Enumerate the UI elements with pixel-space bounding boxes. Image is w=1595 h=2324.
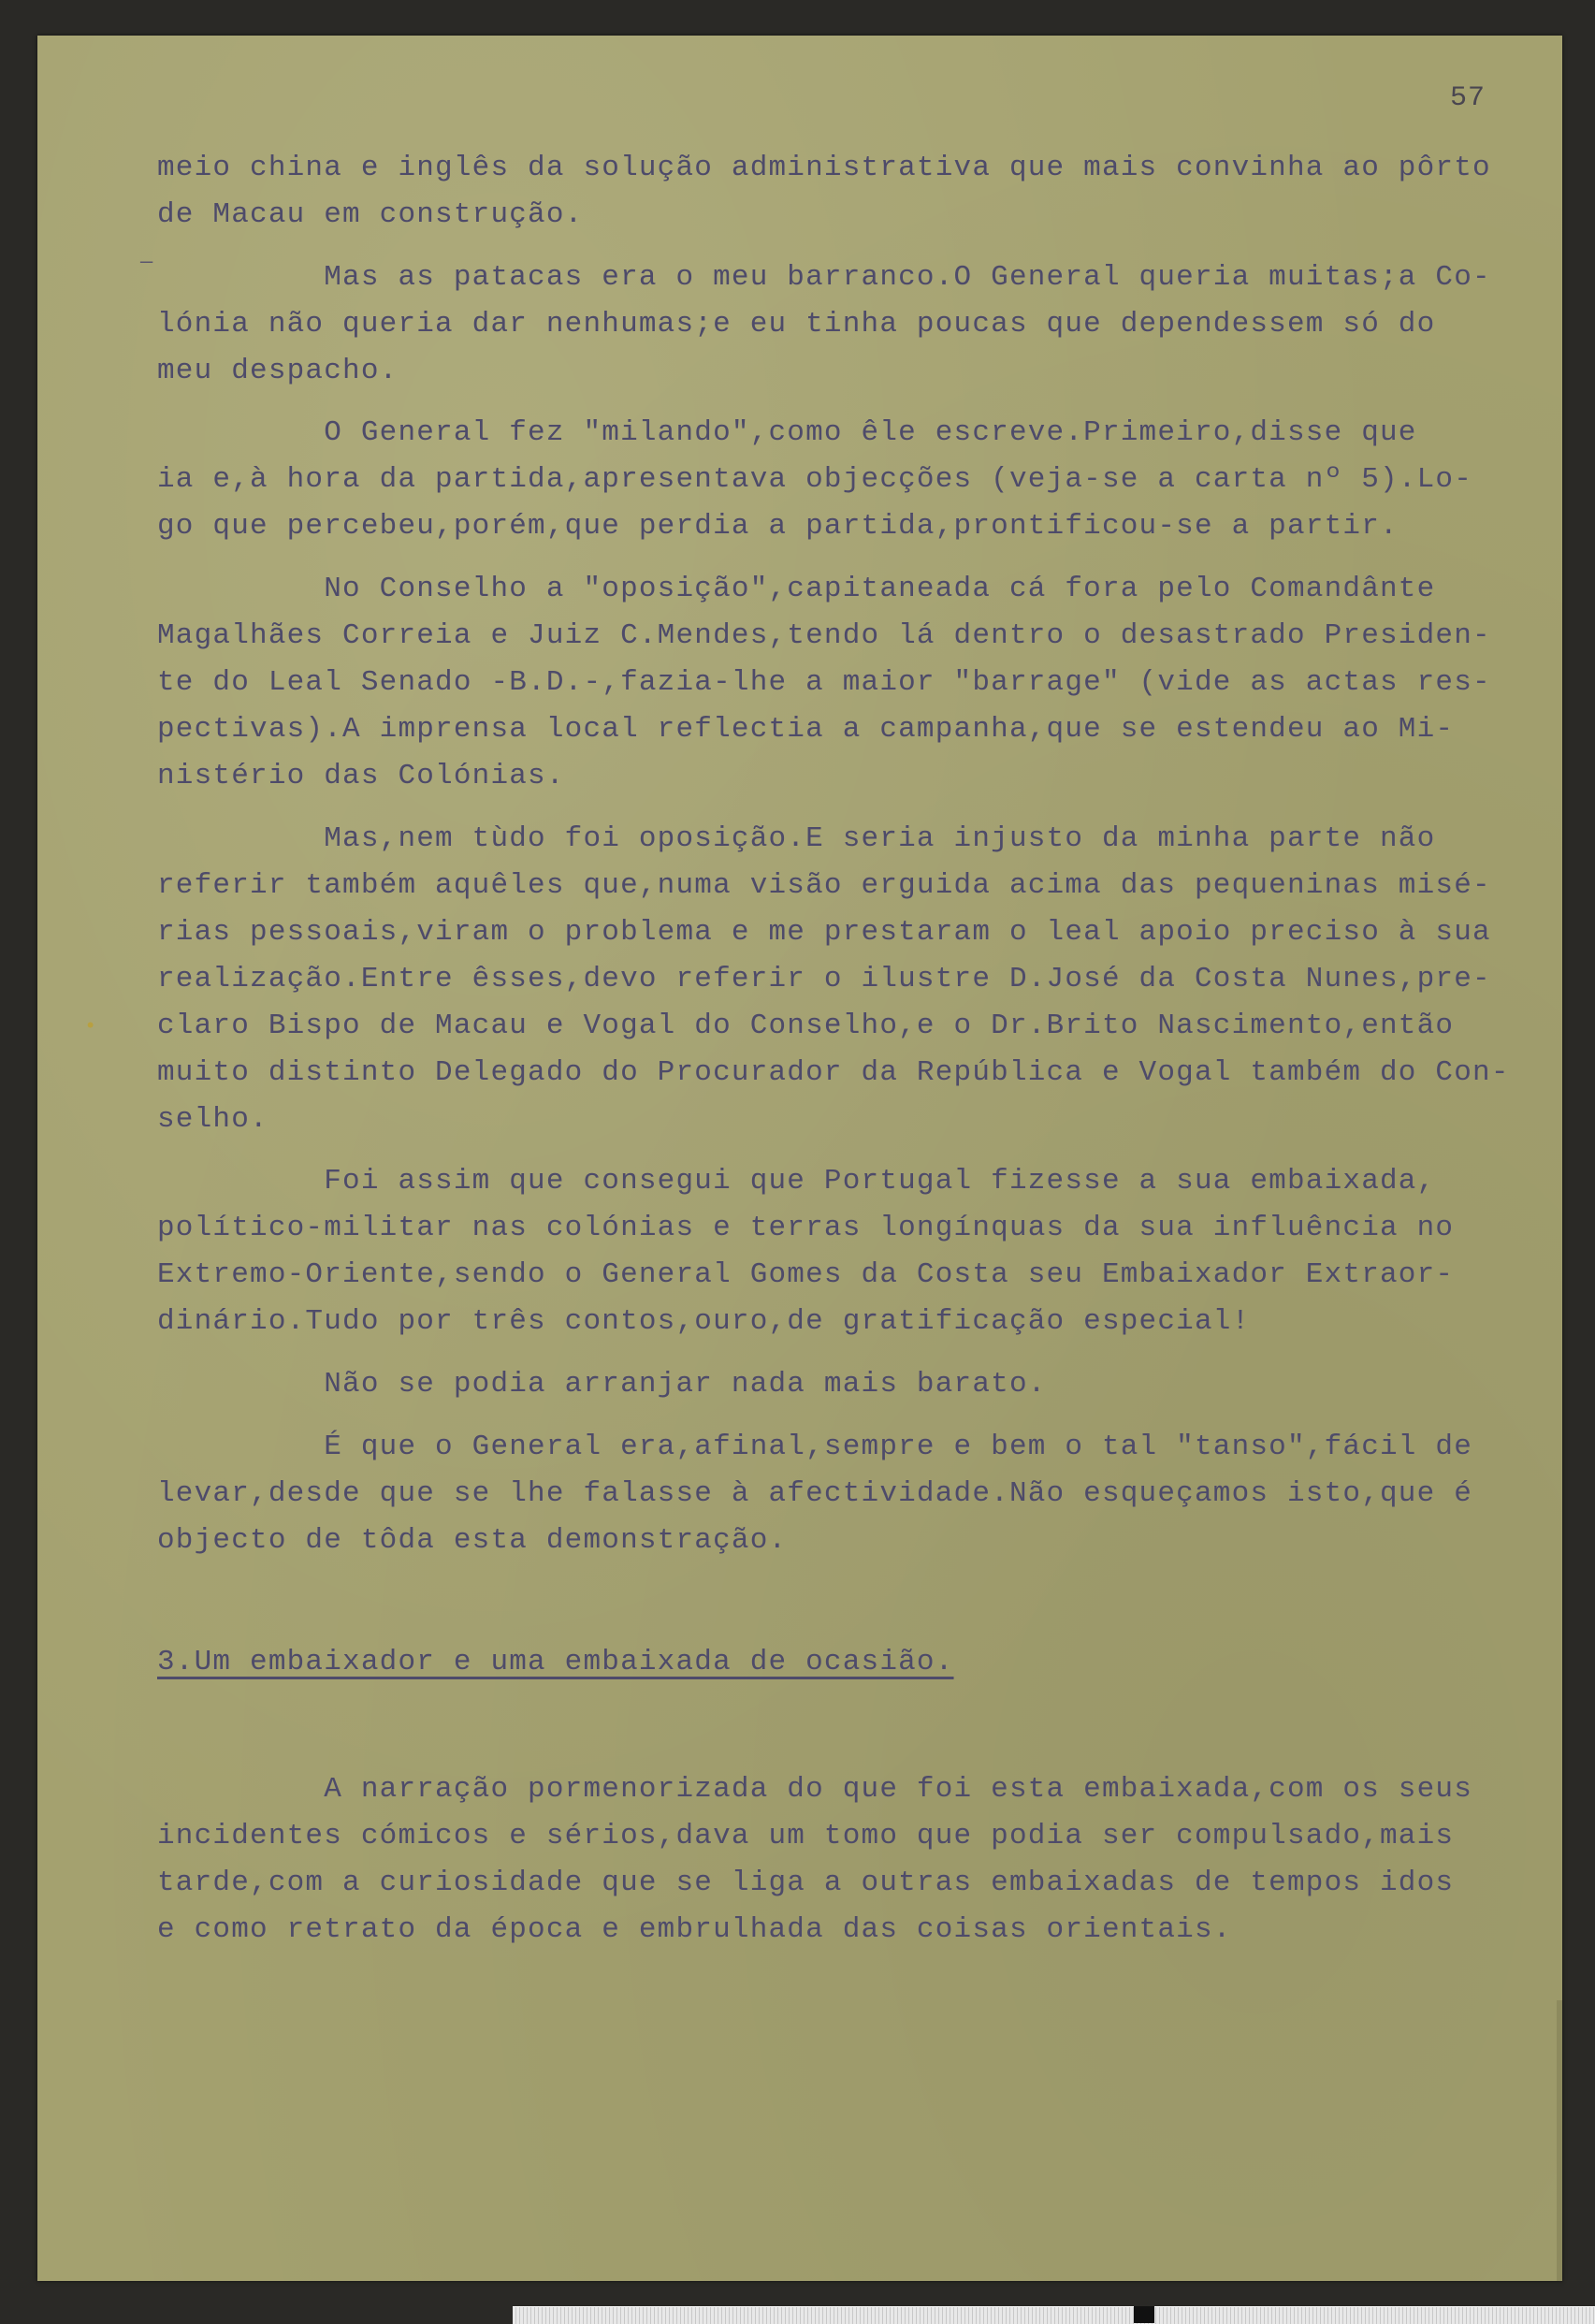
text-line: levar,desde que se lhe falasse à afectividade.Não esqueçamos isto,que é: [157, 1477, 1473, 1510]
text-line: pectivas).A imprensa local reflectia a campanha,que se estendeu ao Mi-: [157, 713, 1455, 746]
text-line: selho.: [157, 1103, 268, 1136]
margin-dot: •: [84, 1015, 97, 1039]
text-line: claro Bispo de Macau e Vogal do Conselho,e o Dr.Brito Nascimento,então: [157, 1009, 1455, 1042]
text-line: te do Leal Senado -B.D.-,fazia-lhe a maior "barrage" (vide as actas res-: [157, 666, 1491, 699]
text-line: incidentes cómicos e sérios,dava um tomo que podia ser compulsado,mais: [157, 1820, 1455, 1852]
text-line: Mas,nem tùdo foi oposição.E seria injusto da minha parte não: [157, 822, 1436, 855]
text-line: rias pessoais,viram o problema e me prestaram o leal apoio preciso à sua: [157, 916, 1491, 949]
text-line: meio china e inglês da solução administrativa que mais convinha ao pôrto: [157, 152, 1491, 184]
text-line: político-militar nas colónias e terras longínquas da sua influência no: [157, 1212, 1455, 1244]
text-line: objecto de tôda esta demonstração.: [157, 1524, 788, 1557]
text-line: ia e,à hora da partida,apresentava objecções (veja-se a carta nº 5).Lo-: [157, 463, 1473, 496]
text-line: Foi assim que consegui que Portugal fizesse a sua embaixada,: [157, 1165, 1436, 1198]
text-line: É que o General era,afinal,sempre e bem o tal "tanso",fácil de: [157, 1431, 1473, 1463]
page-fold-edge: [1557, 2000, 1562, 2281]
text-line: tarde,com a curiosidade que se liga a outras embaixadas de tempos idos: [157, 1866, 1455, 1899]
text-line: e como retrato da época e embrulhada das coisas orientais.: [157, 1913, 1232, 1946]
text-line: Magalhães Correia e Juiz C.Mendes,tendo lá dentro o desastrado Presiden-: [157, 619, 1491, 652]
text-line: de Macau em construção.: [157, 198, 584, 231]
text-line: realização.Entre êsses,devo referir o ilustre D.José da Costa Nunes,pre-: [157, 963, 1491, 995]
text-line: meu despacho.: [157, 355, 399, 387]
margin-mark: —: [140, 251, 153, 274]
text-line: dinário.Tudo por três contos,ouro,de gratificação especial!: [157, 1305, 1251, 1338]
section-heading: 3.Um embaixador e uma embaixada de ocasião.: [157, 1646, 954, 1678]
text-line: No Conselho a "oposição",capitaneada cá fora pelo Comandânte: [157, 573, 1436, 605]
text-line: Não se podia arranjar nada mais barato.: [157, 1368, 1047, 1401]
page-number: 57: [1450, 82, 1486, 114]
scan-ruler: [513, 2306, 1595, 2324]
text-line: muito distinto Delegado do Procurador da República e Vogal também do Con-: [157, 1056, 1510, 1089]
text-line: referir também aquêles que,numa visão erguida acima das pequeninas misé-: [157, 869, 1491, 902]
text-line: Mas as patacas era o meu barranco.O General queria muitas;a Co-: [157, 261, 1491, 294]
text-line: nistério das Colónias.: [157, 760, 565, 792]
text-line: lónia não queria dar nenhumas;e eu tinha poucas que dependessem só do: [157, 308, 1436, 341]
text-line: O General fez "milando",como êle escreve.Primeiro,disse que: [157, 416, 1417, 449]
text-line: A narração pormenorizada do que foi esta embaixada,com os seus: [157, 1773, 1473, 1806]
text-line: go que percebeu,porém,que perdia a partida,prontificou-se a partir.: [157, 510, 1399, 543]
text-line: Extremo-Oriente,sendo o General Gomes da Costa seu Embaixador Extraor-: [157, 1258, 1455, 1291]
scan-ruler-marker: [1134, 2306, 1154, 2323]
